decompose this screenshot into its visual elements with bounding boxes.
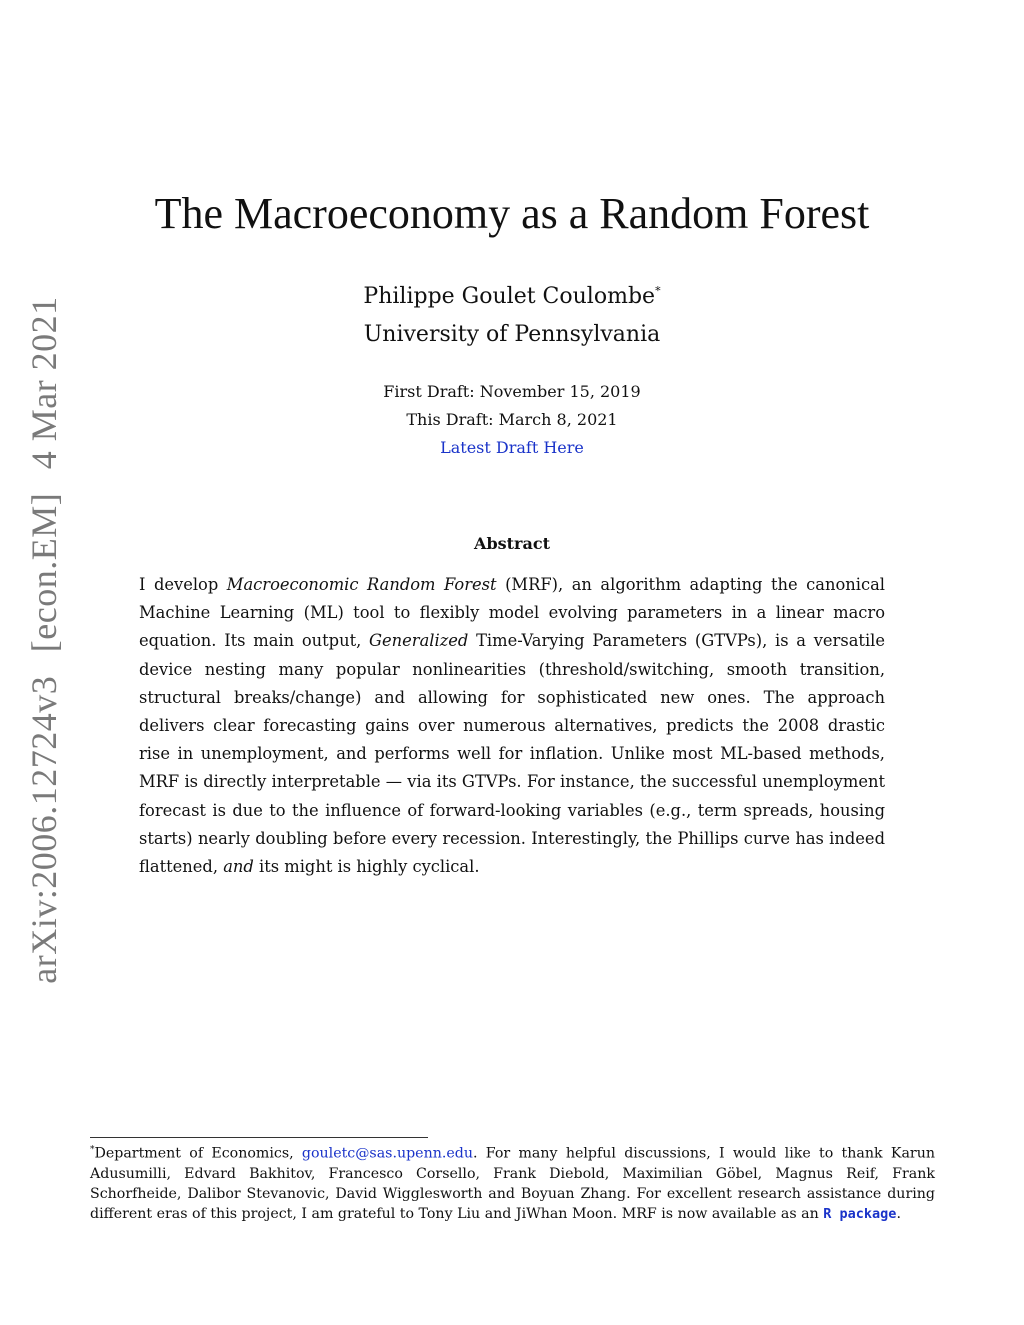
abstract-emphasis: Generalized: [369, 631, 469, 651]
footnote-text-part: .: [896, 1205, 901, 1222]
abstract-text-part: I develop: [139, 575, 227, 594]
footnote-mark: *: [90, 1145, 95, 1155]
abstract-text-part: (MRF), an algorithm adapting the canonical Machine Learning (ML) tool to flexibly model evolving parameters in a linear macro equation. Its main output,: [139, 575, 885, 651]
footnote-divider: [90, 1137, 428, 1138]
footnote-text-part: Department of Economics,: [94, 1145, 302, 1162]
affiliation: University of Pennsylvania: [363, 322, 661, 347]
arxiv-category: [econ.EM]: [24, 492, 64, 653]
author-name: Philippe Goulet Coulombe: [363, 284, 656, 309]
abstract-emphasis: Macroeconomic Random Forest: [226, 575, 497, 594]
first-draft-date: First Draft: November 15, 2019: [383, 382, 641, 401]
abstract-emphasis: and: [223, 857, 254, 877]
author-line: [0, 284, 1024, 309]
r-package-link[interactable]: R package: [823, 1205, 897, 1222]
arxiv-id: arXiv:2006.12724v3: [24, 675, 64, 984]
footnote-text-part: . For many helpful discussions, I would like to thank Karun Adusumilli, Edvard Bakhitov, Francesco Corsello, Frank Diebold, Maximilian Göbel, Magnus Reif, Frank Schorfheide, Dalibor Stevanovic, David Wigglesworth and Boyuan Zhang. For excellent research assistance during different eras of this project, I am grateful to Tony Liu and JiWhan Moon. MRF is now available as an: [90, 1145, 935, 1222]
latest-draft-link[interactable]: Latest Draft Here: [440, 438, 584, 457]
author-email-link[interactable]: gouletc@sas.upenn.edu: [301, 1145, 473, 1162]
arxiv-date: 4 Mar 2021: [24, 296, 64, 470]
author-footnote-mark[interactable]: *: [655, 284, 661, 298]
author-footnote: [90, 1140, 935, 1224]
paper-title: The Macroeconomy as a Random Forest: [154, 189, 870, 238]
this-draft-date: This Draft: March 8, 2021: [406, 410, 618, 429]
abstract-text: [139, 571, 885, 881]
abstract-text-part: Time-Varying Parameters (GTVPs), is a versatile device nesting many popular nonlinearities (threshold/switching, smooth transition, structural breaks/change) and allowing for sophisticated new ones. The approach delivers clear forecasting gains over numerous alternatives, predicts the 2008 drastic rise in unemployment, and performs well for inflation. Unlike most ML-based methods, MRF is directly interpretable — via its GTVPs. For instance, the successful unemployment forecast is due to the influence of forward-looking variables (e.g., term spreads, housing starts) nearly doubling before every recession. Interestingly, the Phillips curve has indeed flattened,: [139, 631, 885, 877]
abstract-text-part: its might is highly cyclical.: [253, 857, 480, 877]
abstract-heading: Abstract: [474, 534, 550, 553]
draft-dates: [0, 378, 1024, 462]
